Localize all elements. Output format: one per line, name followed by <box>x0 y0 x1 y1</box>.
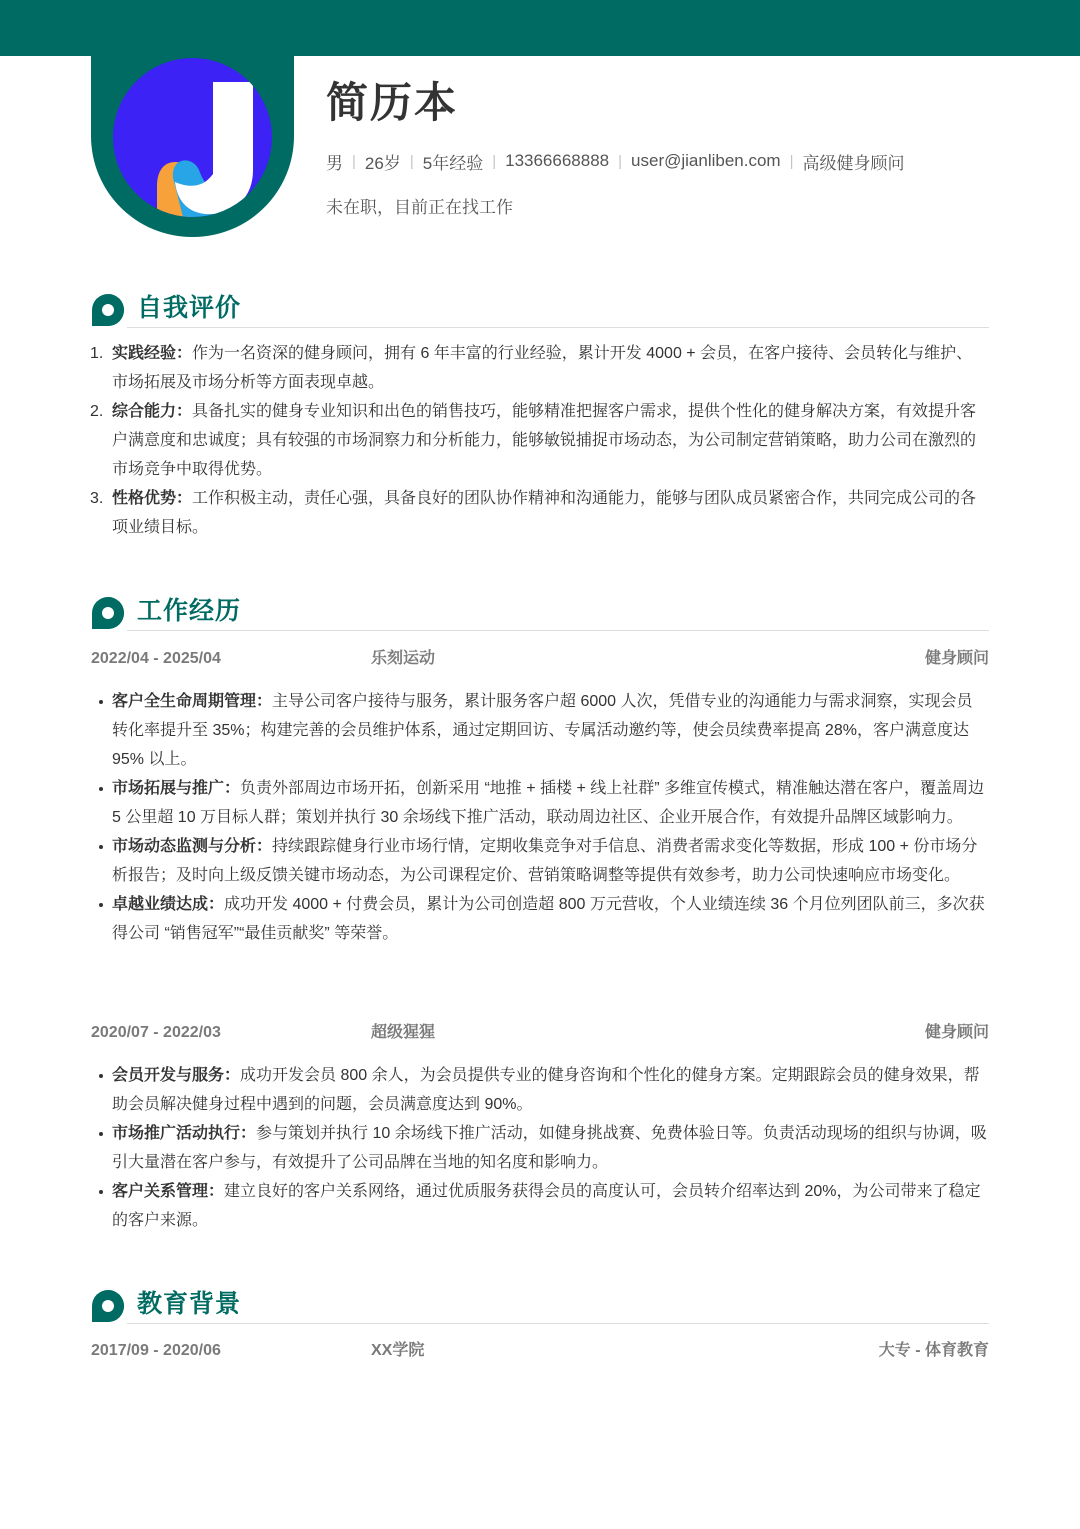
item-label: 实践经验： <box>112 345 193 362</box>
section-work <box>91 593 989 633</box>
age: 26岁 <box>364 153 401 173</box>
separator: | <box>492 152 497 170</box>
list-item <box>90 484 988 542</box>
list-item <box>112 1061 988 1119</box>
item-label: 市场推广活动执行： <box>112 1125 257 1142</box>
job-company: 超级猩猩 <box>371 1024 436 1041</box>
item-text: 成功开发 4000 + 付费会员，累计为公司创造超 800 万元营收，个人业绩连续 36 个月位列团队前三，多次获得公司 “销售冠军”“最佳贡献奖” 等荣誉。 <box>112 896 985 942</box>
education-header <box>91 1338 989 1364</box>
list-item <box>90 339 988 397</box>
gender: 男 <box>326 153 343 173</box>
target-position: 高级健身顾问 <box>802 153 905 173</box>
section-divider <box>127 1323 989 1324</box>
separator: | <box>352 152 356 170</box>
job-bullets <box>112 1061 988 1235</box>
job-period: 2022/04 - 2025/04 <box>91 650 221 667</box>
item-text: 负责外部周边市场开拓，创新采用 “地推 + 插楼 + 线上社群” 多维宣传模式，精准触达潜在客户，覆盖周边 5 公里超 10 万目标人群；策划并执行 30 余场线下推广活动，联动周边社区、企业开展合作，有效提升品牌区域影响力。 <box>112 780 985 826</box>
item-text: 持续跟踪健身行业市场行情，定期收集竞争对手信息、消费者需求变化等数据，形成 100 + 份市场分析报告；及时向上级反馈关键市场动态，为公司课程定价、营销策略调整等提供有效参考，助力公司快速响应市场变化。 <box>112 838 978 884</box>
section-divider <box>127 327 989 328</box>
experience-years: 5年经验 <box>422 153 484 173</box>
avatar-frame <box>91 0 294 237</box>
section-title: 工作经历 <box>137 597 242 625</box>
job-role: 健身顾问 <box>924 650 989 667</box>
edu-period: 2017/09 - 2020/06 <box>91 1342 221 1359</box>
list-item <box>112 687 988 774</box>
section-self-eval <box>91 290 989 330</box>
edu-school: XX学院 <box>371 1342 425 1359</box>
section-title: 自我评价 <box>137 294 242 322</box>
item-text: 工作积极主动，责任心强，具备良好的团队协作精神和沟通能力，能够与团队成员紧密合作，共同完成公司的各项业绩目标。 <box>112 490 977 536</box>
item-label: 会员开发与服务： <box>112 1067 241 1084</box>
separator: | <box>409 152 414 170</box>
job-role: 健身顾问 <box>924 1024 989 1041</box>
item-label: 性格优势： <box>112 490 193 507</box>
job-period: 2020/07 - 2022/03 <box>91 1024 221 1041</box>
section-badge-icon <box>91 293 125 327</box>
separator: | <box>618 152 623 170</box>
list-item <box>112 1119 988 1177</box>
list-item <box>90 397 988 484</box>
avatar-logo-icon <box>113 58 272 217</box>
job-bullets <box>112 687 988 948</box>
job-header <box>91 1020 989 1046</box>
job-company: 乐刻运动 <box>371 650 436 667</box>
separator: | <box>789 152 794 170</box>
job-header <box>91 646 989 672</box>
section-divider <box>127 630 989 631</box>
item-text: 具备扎实的健身专业知识和出色的销售技巧，能够精准把握客户需求，提供个性化的健身解决方案，有效提升客户满意度和忠诚度；具有较强的市场洞察力和分析能力，能够敏锐捕捉市场动态，为公司制定营销策略，助力公司在激烈的市场竞争中取得优势。 <box>112 403 977 478</box>
item-number: 3. <box>90 490 104 507</box>
item-text: 建立良好的客户关系网络，通过优质服务获得会员的高度认可，会员转介绍率达到 20%，为公司带来了稳定的客户来源。 <box>112 1183 981 1229</box>
list-item <box>112 1177 988 1235</box>
item-label: 市场动态监测与分析： <box>112 838 273 855</box>
section-badge-icon <box>91 596 125 630</box>
section-education <box>91 1286 989 1326</box>
edu-degree: 大专 - 体育教育 <box>878 1342 989 1359</box>
phone: 13366668888 <box>505 151 610 170</box>
email: user@jianliben.com <box>631 151 781 170</box>
item-text: 主导公司客户接待与服务，累计服务客户超 6000 人次，凭借专业的沟通能力与需求洞察，实现会员转化率提升至 35%；构建完善的会员维护体系，通过定期回访、专属活动邀约等，使会员续费率提高 28%，客户满意度达 95% 以上。 <box>112 693 973 768</box>
list-item <box>112 832 988 890</box>
basic-info <box>326 148 904 174</box>
item-number: 1. <box>90 345 104 362</box>
section-badge-icon <box>91 1289 125 1323</box>
item-label: 客户关系管理： <box>112 1183 225 1200</box>
list-item <box>112 890 988 948</box>
job-status: 未在职，目前正在找工作 <box>326 198 513 217</box>
item-label: 综合能力： <box>112 403 193 420</box>
item-number: 2. <box>90 403 104 420</box>
avatar <box>113 58 272 217</box>
self-eval-list <box>90 339 988 542</box>
candidate-name: 简历本 <box>326 79 459 126</box>
item-label: 卓越业绩达成： <box>112 896 225 913</box>
item-text: 参与策划并执行 10 余场线下推广活动，如健身挑战赛、免费体验日等。负责活动现场的组织与协调，吸引大量潜在客户参与，有效提升了公司品牌在当地的知名度和影响力。 <box>112 1125 987 1171</box>
item-label: 客户全生命周期管理： <box>112 693 273 710</box>
item-text: 作为一名资深的健身顾问，拥有 6 年丰富的行业经验，累计开发 4000 + 会员，在客户接待、会员转化与维护、市场拓展及市场分析等方面表现卓越。 <box>112 345 973 391</box>
list-item <box>112 774 988 832</box>
item-text: 成功开发会员 800 余人，为会员提供专业的健身咨询和个性化的健身方案。定期跟踪会员的健身效果，帮助会员解决健身过程中遇到的问题，会员满意度达到 90%。 <box>112 1067 980 1113</box>
item-label: 市场拓展与推广： <box>112 780 241 797</box>
section-title: 教育背景 <box>137 1290 242 1318</box>
